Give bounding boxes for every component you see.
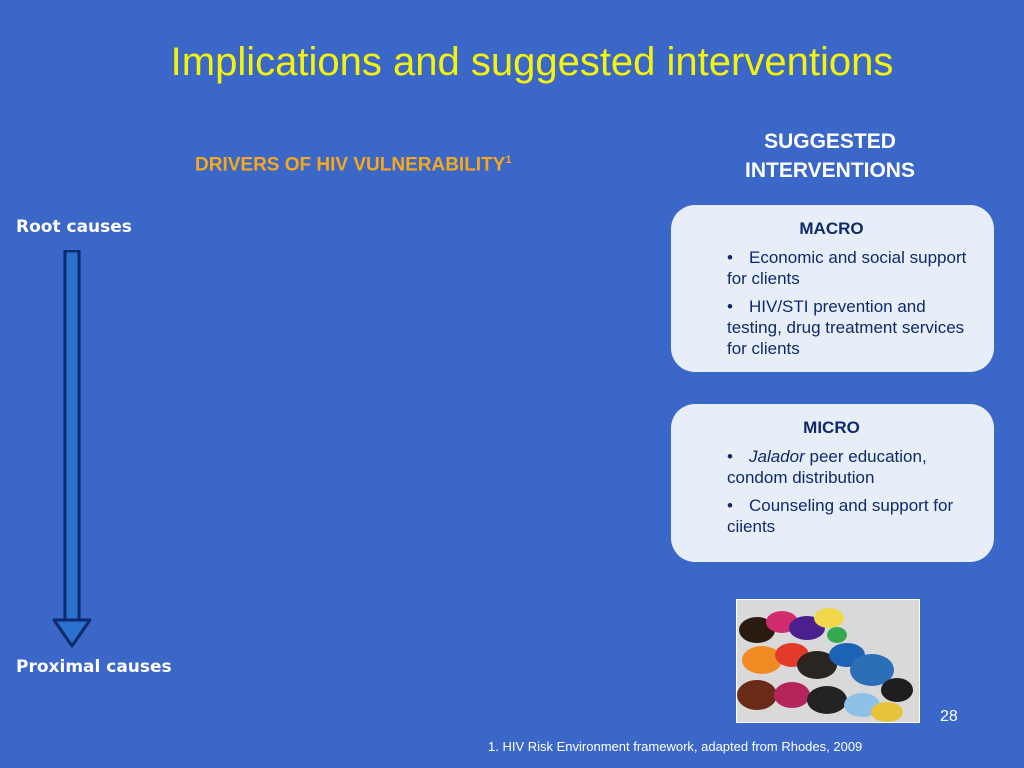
micro-list [727,446,972,537]
macro-card [671,205,994,372]
footnote-marker: 1 [505,154,512,166]
footnote: 1. HIV Risk Environment framework, adapted from Rhodes, 2009 [488,739,863,754]
interventions-heading [700,127,960,185]
bullet-icon: • [727,447,733,466]
condoms-photo [736,599,920,723]
list-item [727,296,972,359]
bullet-icon: • [727,297,733,316]
list-item [727,446,972,488]
macro-item-text: HIV/STI prevention and testing, drug treatment services for clients [727,297,965,358]
micro-item-text: peer education, condom distribution [727,447,927,487]
interventions-heading-line1: SUGGESTED [764,130,896,153]
macro-item-text: Economic and social support for clients [727,248,967,288]
list-item [727,495,972,537]
bullet-icon: • [727,248,733,267]
condoms-photo-icon [737,600,919,722]
micro-title: MICRO [803,418,860,437]
interventions-heading-line2: INTERVENTIONS [745,159,915,182]
root-causes-label: Root causes [16,217,132,237]
list-item [727,247,972,289]
bullet-icon: • [727,496,733,515]
proximal-causes-label: Proximal causes [16,657,172,677]
micro-item-text: Counseling and support for ciients [727,496,954,536]
micro-item-italic: Jalador [749,447,805,466]
page-number: 28 [940,708,958,725]
drivers-heading-text: DRIVERS OF HIV VULNERABILITY [195,154,506,176]
macro-list [727,247,972,359]
down-arrow-icon [51,250,93,650]
slide-title: Implications and suggested interventions [170,40,894,84]
micro-card [671,404,994,562]
drivers-heading [195,154,511,176]
macro-title: MACRO [799,219,864,238]
